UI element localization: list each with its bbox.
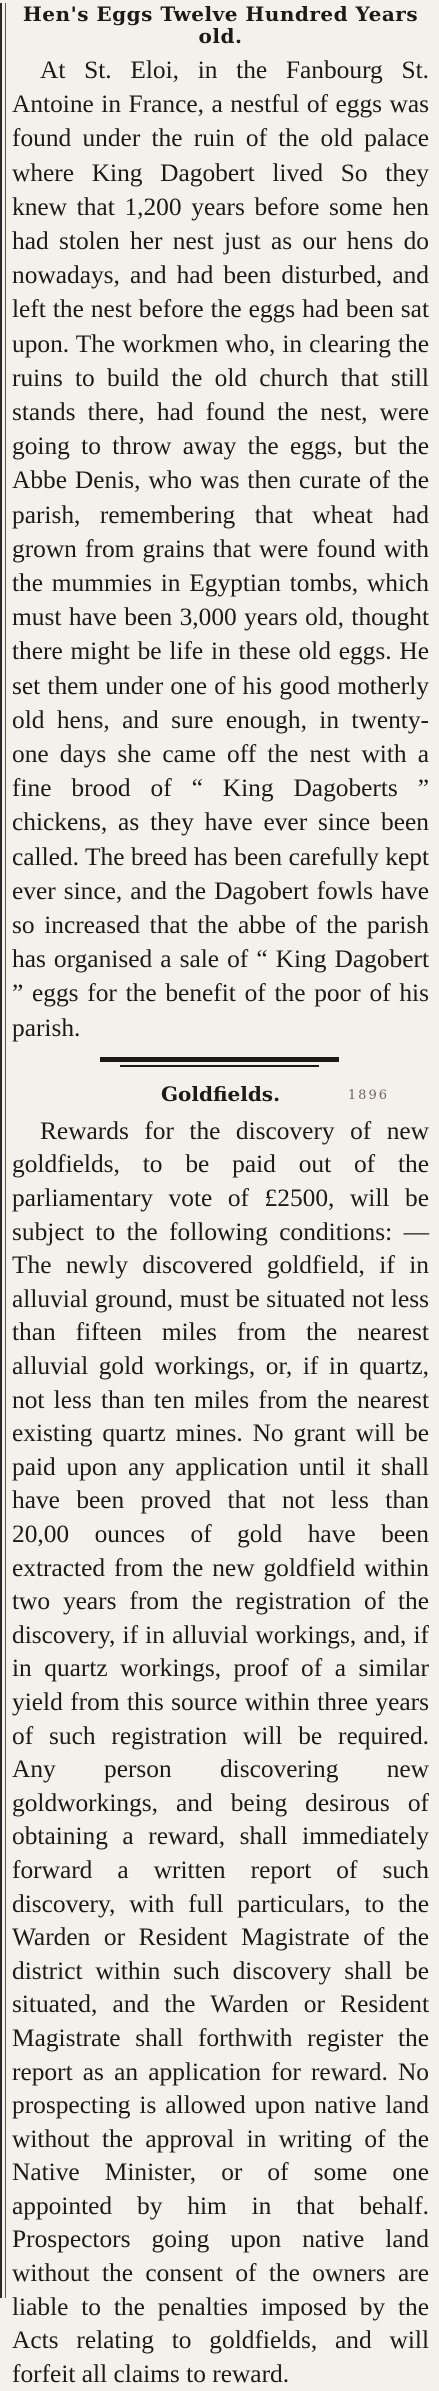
- article-paragraph: Rewards for the discovery of new goldfields, to be paid out of the parliamentary vote of £2500, will be subject to the following conditions: —The newly discovered goldfield, if in alluvial ground, must be situated not less than fifteen miles from the nearest alluvial gold workings, or, if in quartz, not less than ten miles from the nearest existing quartz mines. No grant will be paid upon any application until it shall have been proved that not less than 20,00 ounces of gold have been extracted from the new goldfield within two years from the registration of the discovery, if in alluvial workings, and, if in quartz workings, proof of a similar yield from this source within three years of such registration will be required. Any person discovering new goldworkings, and being desirous of obtaining a reward, shall immediately forward a written report of such discovery, with full particulars, to the Warden or Resident Magistrate of the district within such discovery shall be situated, and the Warden or Resident Magistrate shall forthwith register the report as an application for reward. No prospecting is allowed upon native land without the approval in writing of the Native Minister, or of some one appointed by him in that behalf. Prospectors going upon native land without the consent of the owners are liable to the penalties imposed by the Acts relating to goldfields, and will forfeit all claims to reward.: [12, 1116, 429, 2388]
- article-goldfields: [0, 1083, 439, 2391]
- article-headline: [12, 1083, 429, 1105]
- divider-thin-rule: [120, 1065, 319, 1067]
- article-body: [12, 1115, 429, 2391]
- marginal-note: 1896: [347, 1087, 389, 1103]
- article-headline: Hen's Eggs Twelve Hundred Years old.: [22, 2, 419, 48]
- article-paragraph: At St. Eloi, in the Fanbourg St. Antoine in France, a nestful of eggs was found under the ruin of the old palace where King Dagobert lived So they knew that 1,200 years before some hen had stolen her nest just as our hens do nowadays, and had been disturbed, and left the nest before the eggs had been sat upon. The workmen who, in clearing the ruins to build the old church that still stands there, had found the nest, were going to throw away the eggs, but the Abbe Denis, who was then curate of the parish, remembering that wheat had grown from grains that were found with the mummies in Egyptian tombs, which must have been 3,000 years old, thought there might be life in these old eggs. He set them under one of his good motherly old hens, and sure enough, in twenty-one days she came off the nest with a fine brood of “ King Dagoberts ” chickens, as they have ever since been called. The breed has been carefully kept ever since, and the Dagobert fowls have so increased that the abbe of the parish has organised a sale of “ King Dagobert ” eggs for the benefit of the poor of his parish.: [12, 56, 429, 1042]
- article-hens-eggs: [0, 3, 439, 1045]
- article-headline-text: Goldfields.: [160, 1081, 281, 1106]
- article-body: [12, 53, 429, 1045]
- section-divider: [0, 1055, 439, 1069]
- newspaper-column: [0, 2, 439, 2388]
- divider-thick-rule: [100, 1057, 339, 1062]
